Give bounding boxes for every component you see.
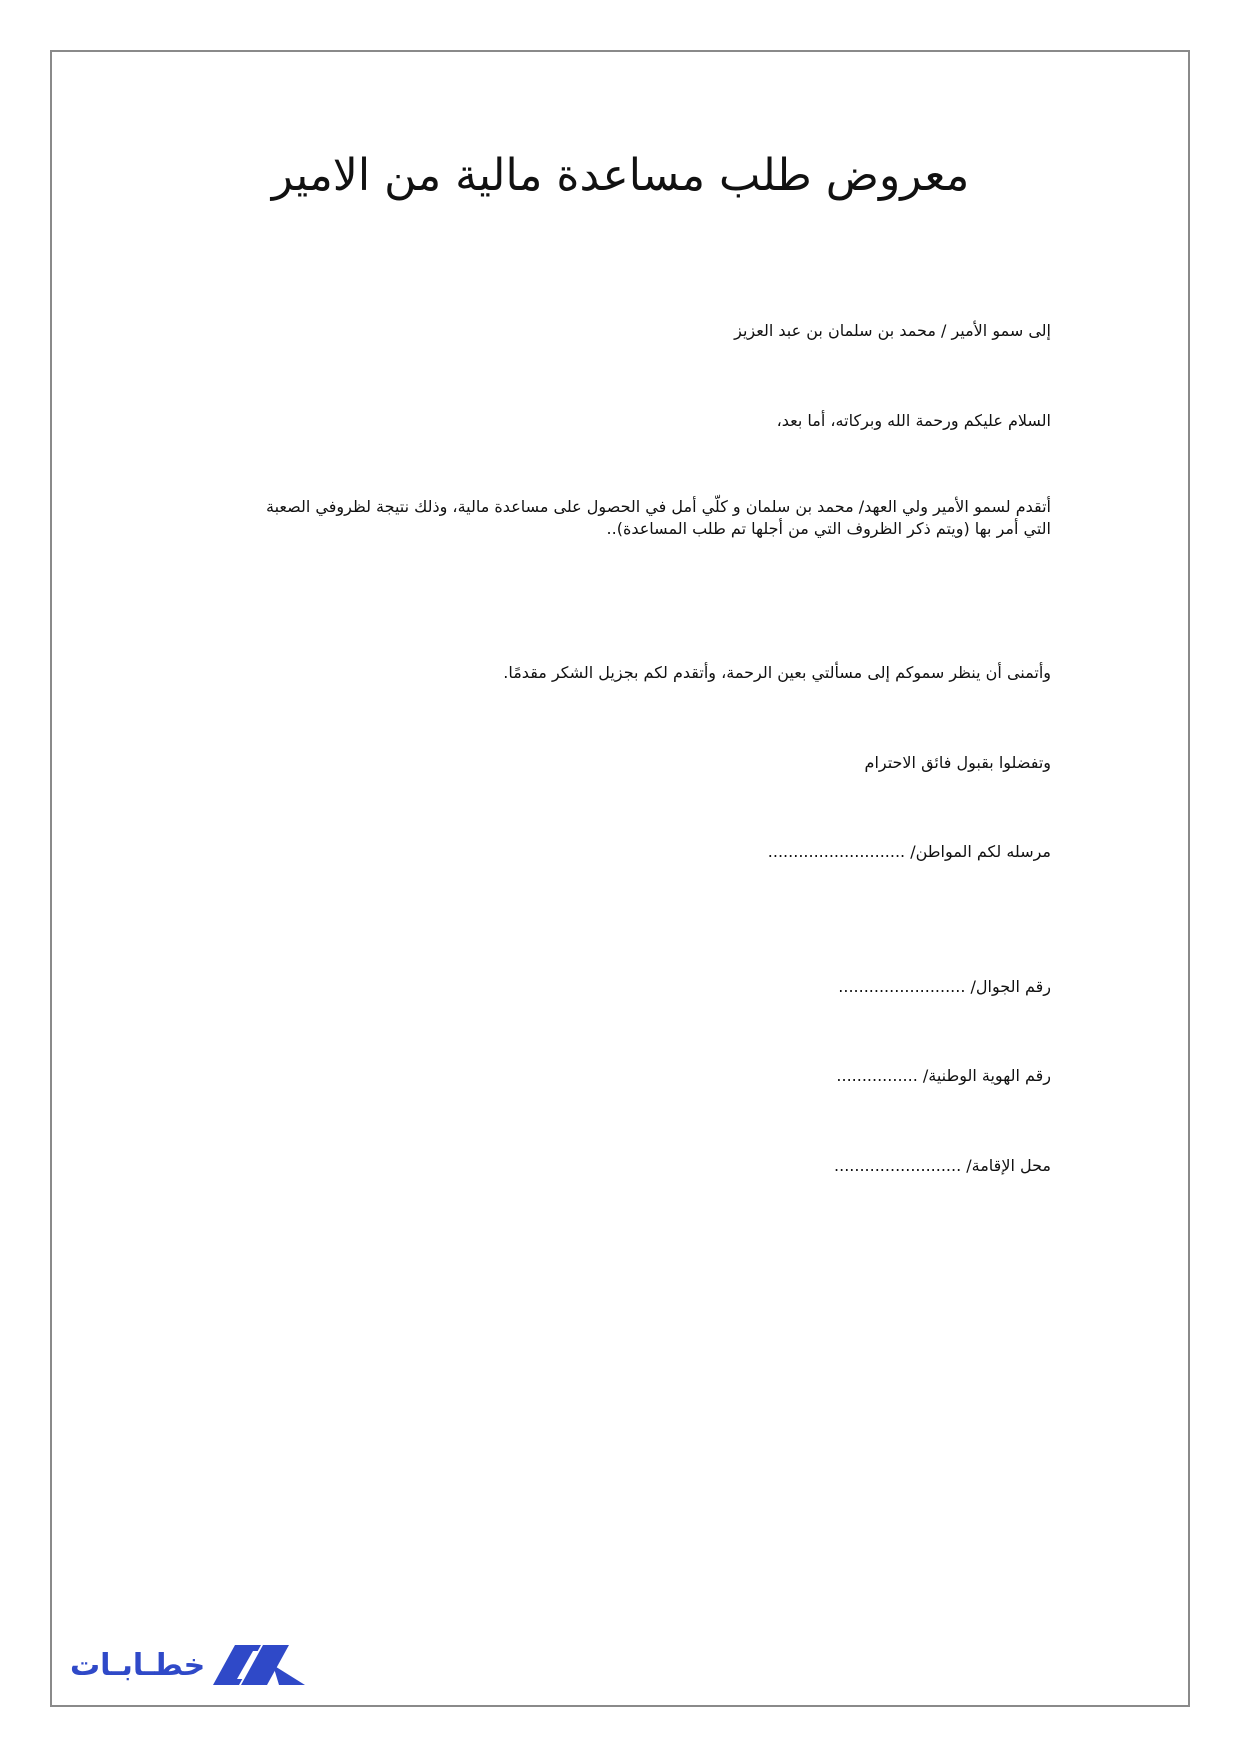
greeting-line: السلام عليكم ورحمة الله وبركاته، أما بعد، — [776, 411, 1051, 430]
brand-mark-icon — [213, 1643, 305, 1687]
brand-logo-text: خطـابـات — [70, 1647, 206, 1683]
body-paragraph — [191, 496, 1051, 540]
mobile-field: رقم الجوال/ ......................... — [838, 977, 1051, 996]
addressee-line: إلى سمو الأمير / محمد بن سلمان بن عبد العزيز — [734, 321, 1051, 340]
hope-line: وأتمنى أن ينظر سموكم إلى مسألتي بعين الرحمة، وأتقدم لكم بجزيل الشكر مقدمًا. — [503, 663, 1051, 682]
document-title: معروض طلب مساعدة مالية من الامير — [271, 150, 970, 201]
brand-logo — [70, 1640, 305, 1690]
page-frame — [50, 50, 1190, 1707]
national-id-field: رقم الهوية الوطنية/ ................ — [836, 1066, 1051, 1085]
residence-field: محل الإقامة/ ......................... — [834, 1156, 1051, 1175]
closing-line: وتفضلوا بقبول فائق الاحترام — [864, 753, 1051, 772]
sender-field: مرسله لكم المواطن/ ........................... — [767, 842, 1051, 861]
body-line-2: التي أمر بها (ويتم ذكر الظروف التي من أجلها تم طلب المساعدة).. — [606, 519, 1051, 538]
body-line-1: أتقدم لسمو الأمير ولي العهد/ محمد بن سلمان و كلّي أمل في الحصول على مساعدة مالية، وذلك نتيجة لظروفي الصعبة — [266, 497, 1051, 516]
